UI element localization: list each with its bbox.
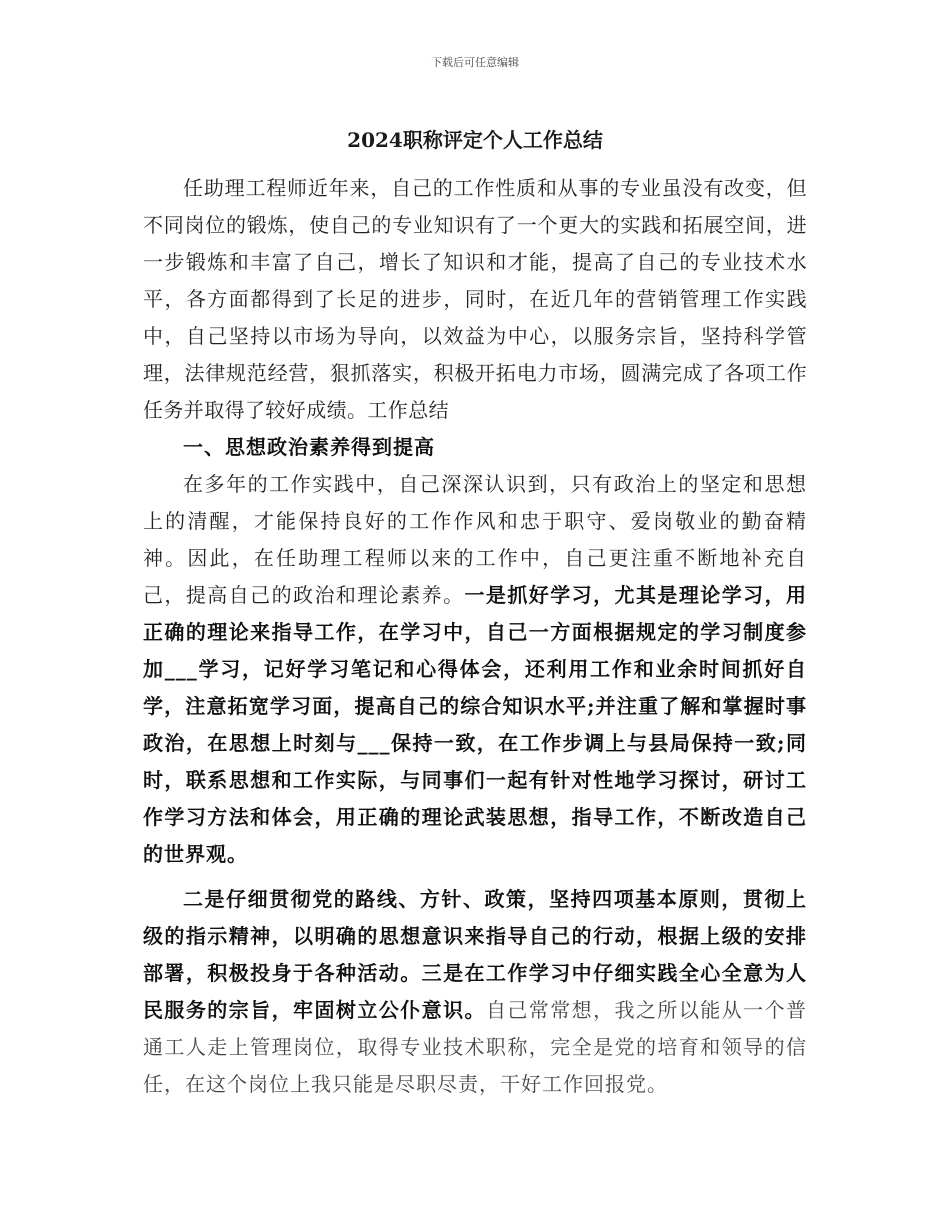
paragraph-policy-normal: 自己常常想，我之所以能从一个普通工人走上管理岗位，取得专业技术职称，完全是党的培育和领导的信任，在这个岗位上我只能是尽职尽责，干好工作回报党。	[143, 998, 808, 1096]
paragraph-intro: 任助理工程师近年来，自己的工作性质和从事的专业虽没有改变，但不同岗位的锻炼，使自己的专业知识有了一个更大的实践和拓展空间，进一步锻炼和丰富了自己，增长了知识和才能，提高了自己的专业技术水平，各方面都得到了长足的进步，同时，在近几年的营销管理工作实践中，自己坚持以市场为导向，以效益为中心，以服务宗旨，坚持科学管理，法律规范经营，狠抓落实，积极开拓电力市场，圆满完成了各项工作任务并取得了较好成绩。工作总结	[143, 176, 807, 422]
paragraph-study-bold: 一是抓好学习，尤其是理论学习，用正确的理论来指导工作，在学习中，自己一方面根据规定的学习制度参加___学习，记好学习笔记和心得体会，还利用工作和业余时间抓好自学，注意拓宽学习面，提高自己的综合知识水平;并注重了解和掌握时事政治，在思想上时刻与___保持一致，在工作步调上与县局保持一致;同时，联系思想和工作实际，与同事们一起有针对性地学习探讨，研讨工作学习方法和体会，用正确的理论武装思想，指导工作，不断改造自己的世界观。	[143, 583, 807, 866]
header-note: 下载后可任意编辑	[431, 56, 519, 69]
paragraph-policy-bold: 二是仔细贯彻党的路线、方针、政策，坚持四项基本原则，贯彻上级的指示精神，以明确的思想意识来指导自己的行动，根据上级的安排部署，积极投身于各种活动。三是在工作学习中仔细实践全心全意为人民服务的宗旨，牢固树立公仆意识。	[143, 887, 807, 1022]
paragraph-study-normal: 在多年的工作实践中，自己深深认识到，只有政治上的坚定和思想上的清醒，才能保持良好的工作作风和忠于职守、爱岗敬业的勤奋精神。因此，在任助理工程师以来的工作中，自己更注重不断地补充自己，提高自己的政治和理论素养。	[143, 472, 807, 607]
document-body	[143, 170, 807, 1103]
document-title: 2024职称评定个人工作总结	[347, 128, 603, 152]
section-heading-1: 一、思想政治素养得到提高	[183, 435, 435, 459]
paragraph-policy	[143, 881, 807, 1103]
paragraph-study	[143, 466, 807, 873]
